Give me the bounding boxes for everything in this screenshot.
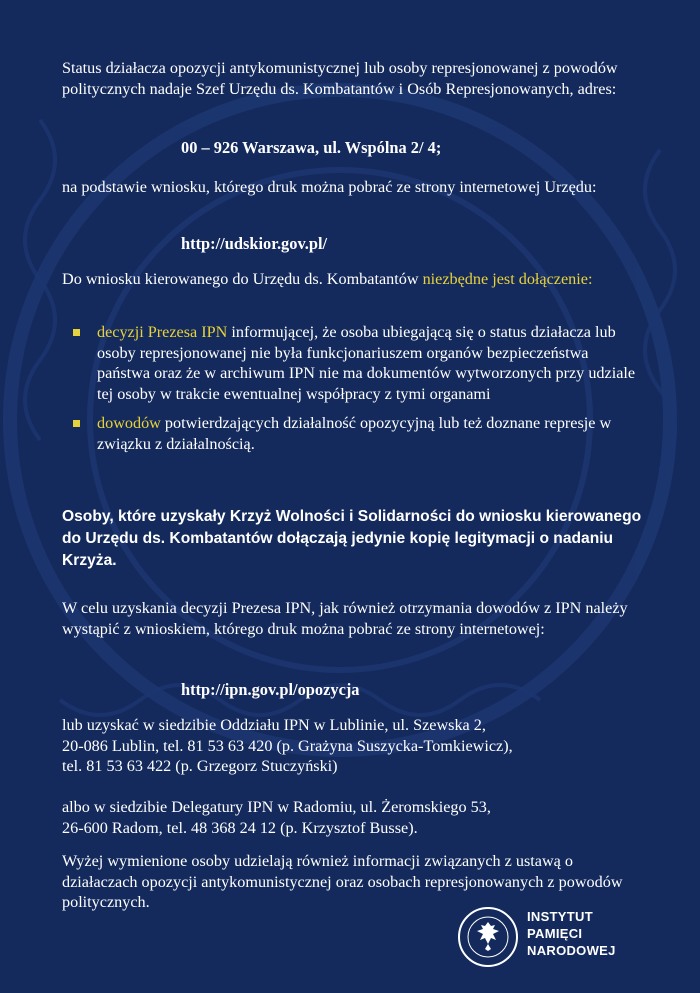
lublin-line: tel. 81 53 63 422 (p. Grzegorz Stuczyński) [62, 757, 338, 776]
list-item-evidence [62, 413, 642, 454]
lublin-line: lub uzyskać w siedzibie Oddziału IPN w Lublinie, ul. Szewska 2, [62, 716, 486, 734]
bullet-text: potwierdzających działalność opozycyjną lub też doznane represje w związku z działalnością. [97, 414, 612, 453]
bullet-square-icon [73, 420, 80, 427]
form-download-paragraph: na podstawie wniosku, którego druk można pobrać ze strony internetowej Urzędu: [62, 178, 597, 196]
ipn-request-paragraph: W celu uzyskania decyzji Prezesa IPN, jak również otrzymania dowodów z IPN należy wystąpić z wnioskiem, którego druk można pobrać ze strony internetowej: [62, 599, 628, 638]
closing-paragraph: Wyżej wymienione osoby udzielają również informacji związanych z ustawą o działaczach opozycji antykomunistycznej oraz osobach represjonowanych z powodów politycznych. [62, 852, 623, 912]
attachment-intro-paragraph [62, 269, 642, 290]
required-attachments-list [62, 322, 642, 464]
lublin-contact [62, 715, 642, 777]
logo-line: PAMIĘCI [527, 926, 583, 941]
bullet-highlight: dowodów [97, 414, 161, 433]
radom-line: 26-600 Radom, tel. 48 368 24 12 (p. Krzysztof Busse). [62, 818, 418, 837]
intro-paragraph: Status działacza opozycji antykomunistycznej lub osoby represjonowanej z powodów politycznych nadaje Szef Urzędu ds. Kombatantów i Osób Represjonowanych, adres: [62, 59, 618, 98]
attachment-intro-highlight: niezbędne jest dołączenie: [422, 270, 593, 288]
lublin-line: 20-086 Lublin, tel. 81 53 63 420 (p. Grażyna Suszycka-Tomkiewicz), [62, 736, 513, 755]
ipn-eagle-seal-icon [457, 906, 519, 968]
ipn-url-link[interactable]: http://ipn.gov.pl/opozycja [181, 680, 360, 699]
bullet-highlight: decyzji Prezesa IPN [97, 323, 228, 341]
logo-line: NARODOWEJ [527, 943, 616, 958]
bullet-square-icon [73, 329, 80, 336]
list-item-ipn-decision [62, 322, 642, 404]
cross-holders-note: Osoby, które uzyskały Krzyż Wolności i Solidarności do wniosku kierowanego do Urzędu ds. Kombatantów dołączają jedynie kopię legitymacji o nadaniu Krzyża. [62, 508, 642, 569]
udskior-url-link[interactable]: http://udskior.gov.pl/ [181, 234, 328, 253]
radom-contact [62, 797, 642, 838]
radom-line: albo w siedzibie Delegatury IPN w Radomiu, ul. Żeromskiego 53, [62, 798, 491, 816]
ipn-logo [457, 906, 637, 968]
office-address: 00 – 926 Warszawa, ul. Wspólna 2/ 4; [181, 138, 442, 157]
ipn-logo-text [527, 908, 616, 959]
bullet-text: informującej, że osoba ubiegającą się o status działacza lub osoby represjonowanej nie była funkcjonariuszem organów bezpieczeństwa państwa oraz że w archiwum IPN nie ma dokumentów wytworzonych przy udziale tej osoby w trakcie ewentualnej współpracy z tymi organami [97, 323, 636, 403]
logo-line: INSTYTUT [527, 909, 593, 924]
attachment-intro-text: Do wniosku kierowanego do Urzędu ds. Kombatantów [62, 270, 423, 288]
